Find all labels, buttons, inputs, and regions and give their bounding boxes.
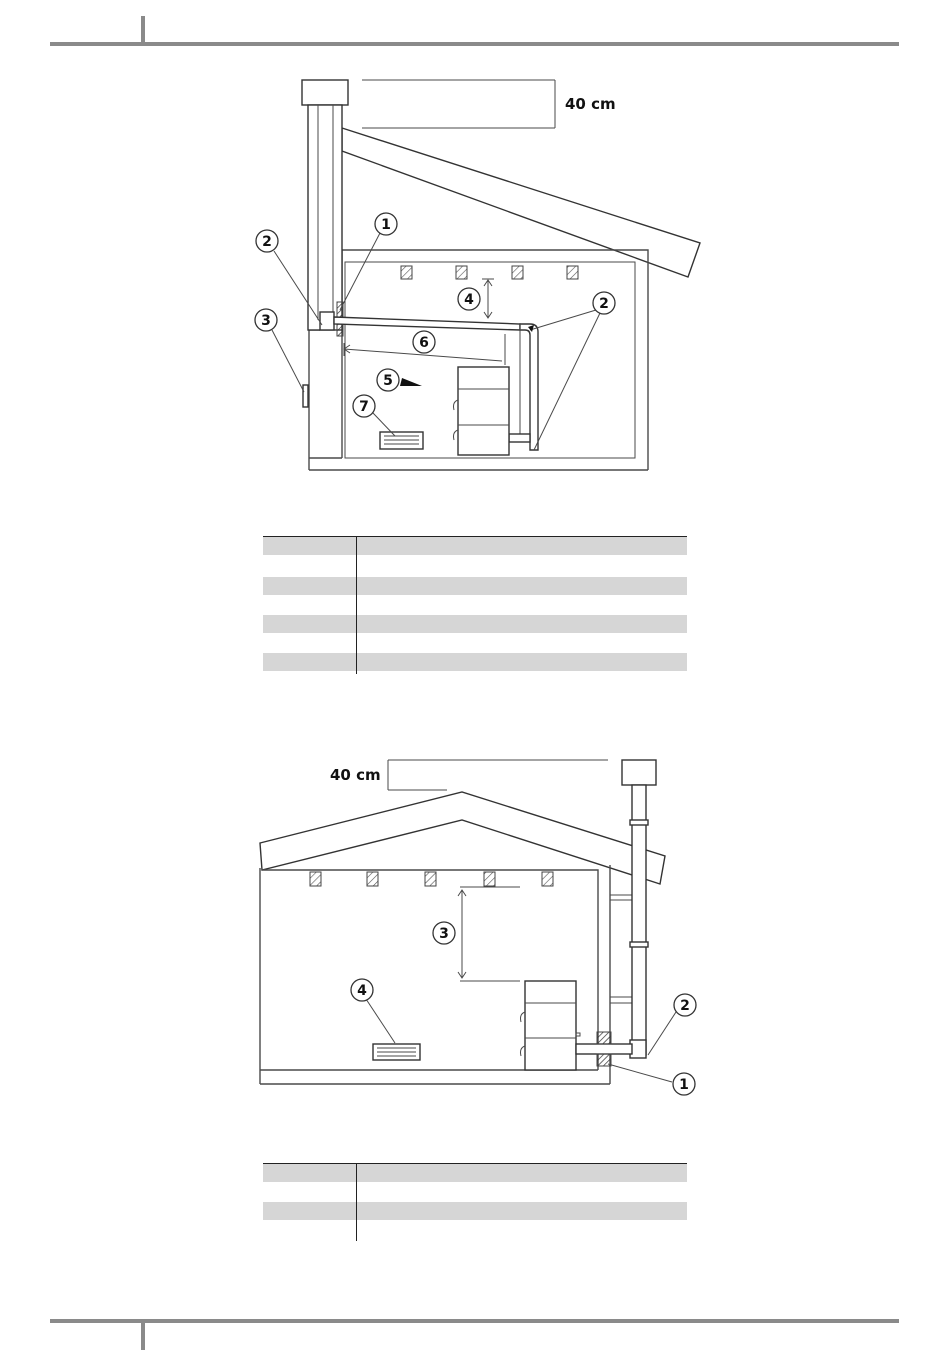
callout-7: [353, 395, 375, 417]
legend-row: [263, 615, 687, 633]
legend-table-top: [263, 536, 687, 674]
callout-1: [375, 213, 397, 235]
callout-4: [351, 979, 373, 1001]
callout-2-left: [256, 230, 278, 252]
legend-row: [263, 1164, 687, 1182]
legend-row: [263, 653, 687, 671]
callout-5: [377, 369, 399, 391]
callout-2: [674, 994, 696, 1016]
callout-2-right: [593, 292, 615, 314]
svg-text:1: 1: [679, 1077, 689, 1093]
svg-text:2: 2: [680, 998, 690, 1014]
callout-3: [255, 309, 277, 331]
footer-rule-tick: [141, 1323, 145, 1350]
callout-4: [458, 288, 480, 310]
svg-text:5: 5: [383, 373, 393, 389]
svg-text:1: 1: [381, 217, 391, 233]
footer-rule: [50, 1319, 899, 1323]
callout-3: [433, 922, 455, 944]
svg-text:4: 4: [464, 292, 474, 308]
svg-text:2: 2: [262, 234, 272, 250]
dimension-label-top: 40 cm: [565, 95, 616, 113]
svg-text:4: 4: [357, 983, 367, 999]
legend-row: [263, 577, 687, 595]
legend-row: [263, 634, 687, 652]
legend-row: [263, 1202, 687, 1220]
svg-text:3: 3: [261, 313, 271, 329]
legend-table-bottom: [263, 1163, 687, 1241]
svg-text:6: 6: [419, 335, 429, 351]
legend-row: [263, 537, 687, 555]
installation-diagram-bottom: [0, 740, 950, 1110]
legend-row: [263, 1183, 687, 1201]
legend-row: [263, 556, 687, 574]
svg-text:2: 2: [599, 296, 609, 312]
legend-row: [263, 596, 687, 614]
svg-text:3: 3: [439, 926, 449, 942]
svg-text:7: 7: [359, 399, 369, 415]
callout-6: [413, 331, 435, 353]
callout-1: [673, 1073, 695, 1095]
installation-diagram-top: [0, 0, 950, 500]
legend-row: [263, 1221, 687, 1239]
dimension-label-bottom: 40 cm: [330, 766, 381, 784]
